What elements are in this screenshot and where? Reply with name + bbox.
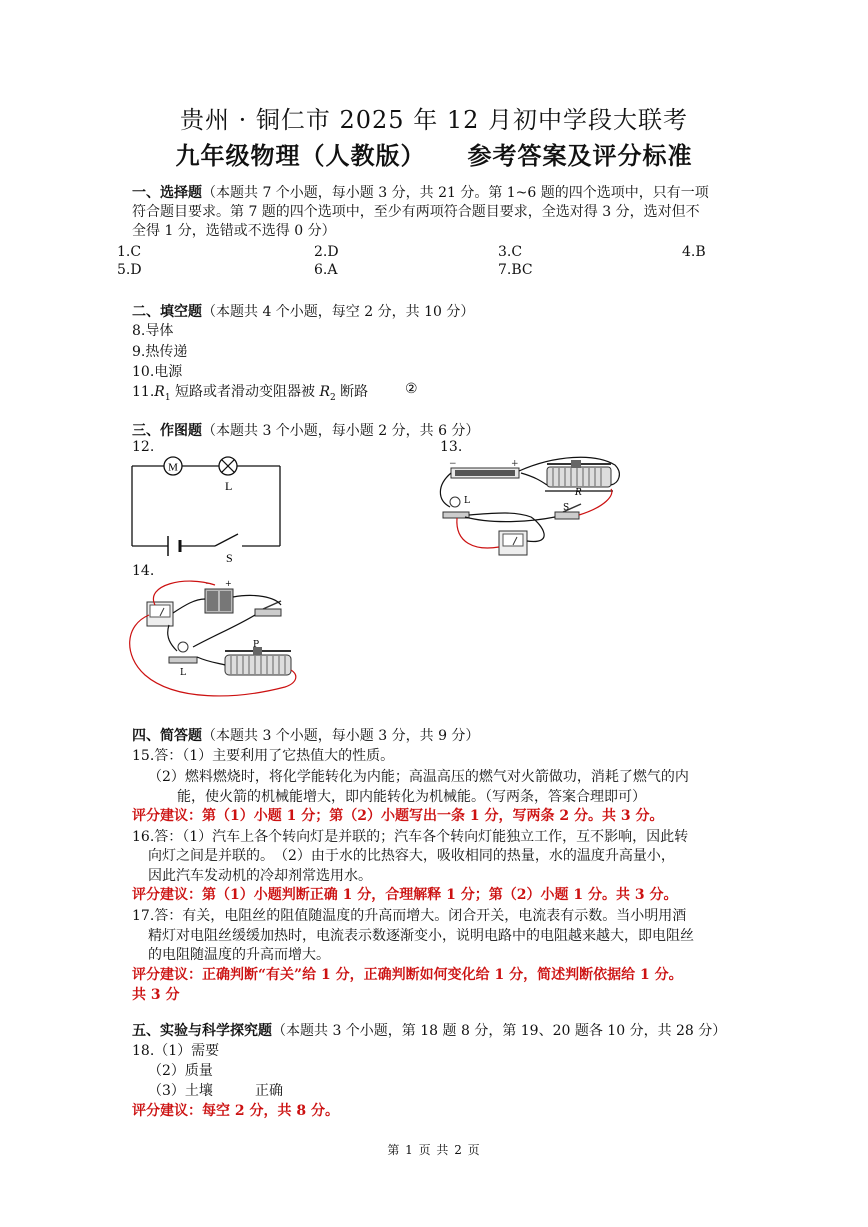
rheostat-icon	[225, 647, 291, 675]
circuit-diagram-14	[125, 575, 305, 705]
battery-pack-icon	[205, 579, 233, 613]
page-footer: 第 1 页 共 2 页	[387, 1143, 481, 1157]
circuit-diagram-13	[435, 455, 625, 567]
answer-line: （3）土壤	[148, 1083, 213, 1099]
svg-text:−: −	[449, 459, 457, 469]
bulb-icon	[169, 642, 197, 663]
rheostat-label: P	[253, 640, 260, 650]
voltmeter-icon	[499, 531, 527, 555]
circuit-diagram-12	[130, 452, 290, 565]
answer-title: 参考答案及评分标准	[467, 141, 693, 170]
switch-label: S	[563, 503, 570, 513]
answer-item: 5.D	[117, 262, 142, 278]
svg-text:−: −	[205, 579, 212, 588]
section-multiple-choice	[132, 184, 742, 241]
answer-line: 能，使火箭的机械能增大，即内能转化为机械能。（写两条，答案合理即可）	[177, 789, 646, 805]
section-description: （本题共 3 个小题，每小题 2 分，共 6 分）	[202, 423, 480, 439]
answer-line: 向灯之间是并联的。 （2）由于水的比热容大，吸收相同的热量，水的温度升高量小，	[148, 848, 675, 864]
question-number: 12.	[132, 439, 155, 455]
section-heading: 一、选择题	[132, 185, 202, 201]
resistor-subscript: 1	[164, 392, 171, 403]
resistor-symbol: R	[319, 384, 330, 400]
section-fill-blank	[132, 301, 474, 321]
switch-label: S	[226, 551, 233, 565]
answer-line: 因此汽车发动机的冷却剂常选用水。	[148, 868, 372, 884]
rheostat-icon	[545, 460, 613, 491]
answer-item: 4.B	[682, 244, 706, 260]
switch-icon	[255, 601, 281, 616]
answer-item: 2.D	[314, 244, 339, 260]
answer-item: 9.热传递	[132, 344, 188, 360]
battery-icon	[168, 536, 180, 556]
answer-line: 的电阻随温度的升高而增大。	[148, 947, 330, 963]
section-heading: 二、填空题	[132, 304, 202, 320]
lamp-label: L	[225, 479, 233, 493]
answer-number: 11.	[132, 384, 155, 400]
answer-line: （2）质量	[148, 1063, 213, 1079]
answer-item: 1.C	[117, 244, 142, 260]
svg-text:+: +	[225, 579, 232, 588]
section-short-answer	[132, 725, 479, 745]
resistor-subscript: 2	[330, 392, 336, 403]
scoring-note: 评分建议：正确判断“有关”给 1 分，正确判断如何变化给 1 分，简述判断依据给 1 分。	[132, 967, 683, 983]
answer-item: 3.C	[498, 244, 523, 260]
subject-title: 九年级物理（人教版）	[175, 141, 426, 170]
section-description: （本题共 3 个小题，每小题 3 分，共 9 分）	[202, 728, 480, 744]
scoring-note: 评分建议：第（1）小题 1 分；第（2）小题写出一条 1 分，写两条 2 分。共 3 分。	[132, 808, 664, 824]
section-description: 全得 1 分，选错或不选得 0 分）	[132, 223, 336, 239]
section-heading: 四、简答题	[132, 728, 202, 744]
answer-item: 7.BC	[498, 262, 533, 278]
answer-item: 8.导体	[132, 323, 174, 339]
section-description: （本题共 3 个小题，第 18 题 8 分，第 19、20 题各 10 分，共 28 分）	[272, 1023, 727, 1039]
battery-box-icon	[449, 459, 519, 478]
answer-line: 精灯对电阻丝缓缓加热时，电流表示数逐渐变小，说明电路中的电阻越来越大，即电阻丝	[148, 928, 694, 944]
question-number: 14.	[132, 563, 155, 579]
scoring-note: 共 3 分	[132, 987, 180, 1003]
answer-line: （2）燃料燃烧时，将化学能转化为内能；高温高压的燃气对火箭做功，消耗了燃气的内	[148, 769, 689, 785]
answer-text: 短路或者滑动变阻器被	[170, 384, 320, 400]
answer-key-title	[0, 136, 868, 171]
question-number: 13.	[440, 439, 463, 455]
motor-icon	[164, 457, 182, 475]
scoring-note: 评分建议：第（1）小题判断正确 1 分，合理解释 1 分；第（2）小题 1 分。共 3 分。	[132, 887, 678, 903]
resistor-symbol: R	[154, 384, 165, 400]
answer-item: 6.A	[314, 262, 338, 278]
answer-line: 15.答：（1）主要利用了它热值大的性质。	[132, 748, 395, 764]
answer-item	[132, 381, 368, 403]
lamp-icon	[219, 457, 237, 475]
section-experiment	[132, 1020, 726, 1040]
rheostat-label: R	[575, 488, 582, 498]
bulb-label: L	[180, 668, 186, 678]
answer-line: 16.答：（1）汽车上各个转向灯是并联的；汽车各个转向灯能独立工作，互不影响，因此转	[132, 829, 689, 845]
section-description: 符合题目要求。第 7 题的四个选项中，至少有两项符合题目要求，全选对得 3 分，选对但不	[132, 204, 700, 220]
motor-label: M	[168, 461, 178, 474]
answer-text: 断路	[335, 384, 369, 400]
exam-title: 贵州 · 铜仁市 2025 年 12 月初中学段大联考	[179, 106, 689, 134]
section-heading: 三、作图题	[132, 423, 202, 439]
section-description: （本题共 7 个小题，每小题 3 分，共 21 分。第 1~6 题的四个选项中，只有一项	[202, 185, 709, 201]
answer-line: 正确	[255, 1083, 283, 1099]
section-heading: 五、实验与科学探究题	[132, 1023, 272, 1039]
scoring-note: 评分建议：每空 2 分，共 8 分。	[132, 1103, 339, 1119]
voltmeter-icon	[147, 602, 173, 626]
svg-text:+: +	[511, 459, 519, 469]
section-drawing	[132, 420, 479, 440]
bulb-label: L	[464, 496, 470, 506]
answer-blank-2: ②	[405, 381, 418, 397]
answer-item: 10.电源	[132, 364, 183, 380]
section-description: （本题共 4 个小题，每空 2 分，共 10 分）	[202, 304, 475, 320]
answer-line: 18.（1）需要	[132, 1043, 220, 1059]
answer-line: 17.答：有关，电阻丝的阻值随温度的升高而增大。闭合开关，电流表有示数。当小明用酒	[132, 908, 687, 924]
